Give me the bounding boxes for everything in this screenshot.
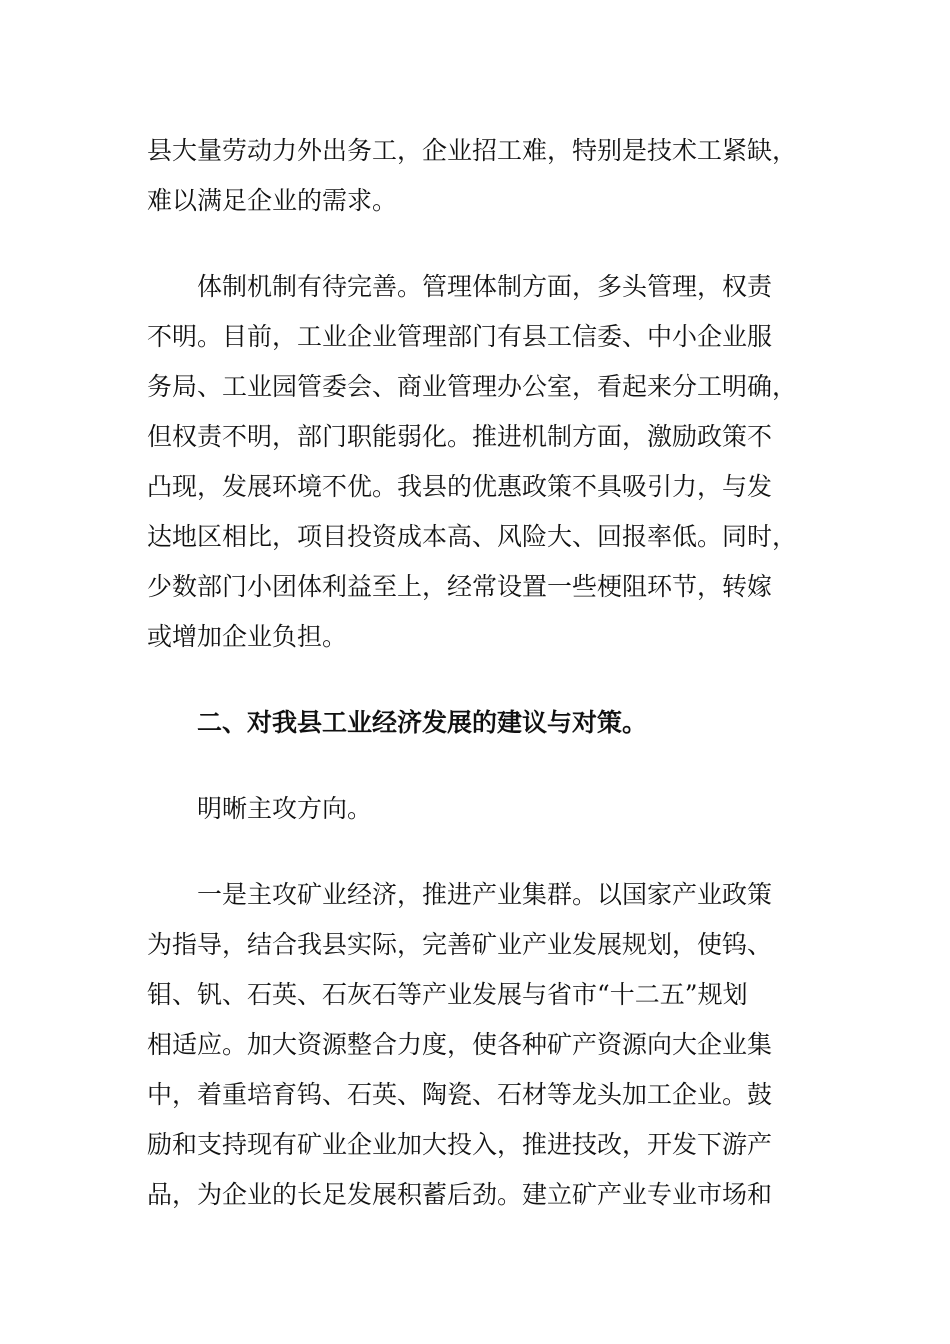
body-text-line: 中，着重培育钨、石英、陶瓷、石材等龙头加工企业。鼓 — [147, 1080, 773, 1109]
body-text-line: 少数部门小团体利益至上，经常设置一些梗阻环节，转嫁 — [147, 572, 773, 601]
subsection-heading: 明晰主攻方向。 — [197, 794, 373, 823]
body-text-line: 达地区相比，项目投资成本高、风险大、回报率低。同时， — [147, 522, 798, 551]
body-text-line: 相适应。加大资源整合力度，使各种矿产资源向大企业集 — [147, 1030, 773, 1059]
body-text-line: 县大量劳动力外出务工，企业招工难，特别是技术工紧缺， — [147, 136, 798, 165]
body-text-line: 但权责不明，部门职能弱化。推进机制方面，激励政策不 — [147, 422, 773, 451]
body-text-line: 难以满足企业的需求。 — [147, 186, 398, 215]
body-text-line: 励和支持现有矿业企业加大投入，推进技改，开发下游产 — [147, 1130, 773, 1159]
body-text-line: 为指导，结合我县实际，完善矿业产业发展规划，使钨、 — [147, 930, 773, 959]
section-heading: 二、对我县工业经济发展的建议与对策。 — [197, 708, 648, 737]
body-text-line: 务局、工业园管委会、商业管理办公室，看起来分工明确， — [147, 372, 798, 401]
body-text-line: 不明。目前，工业企业管理部门有县工信委、中小企业服 — [147, 322, 773, 351]
paragraph-first-line: 一是主攻矿业经济，推进产业集群。以国家产业政策 — [197, 880, 773, 909]
body-text-line: 品，为企业的长足发展积蓄后劲。建立矿产业专业市场和 — [147, 1180, 773, 1209]
body-text-line: 钼、钒、石英、石灰石等产业发展与省市“十二五”规划 — [147, 980, 748, 1009]
body-text-line: 凸现，发展环境不优。我县的优惠政策不具吸引力，与发 — [147, 472, 773, 501]
paragraph-heading-line: 体制机制有待完善。管理体制方面，多头管理，权责 — [197, 272, 773, 301]
body-text-line: 或增加企业负担。 — [147, 622, 348, 651]
